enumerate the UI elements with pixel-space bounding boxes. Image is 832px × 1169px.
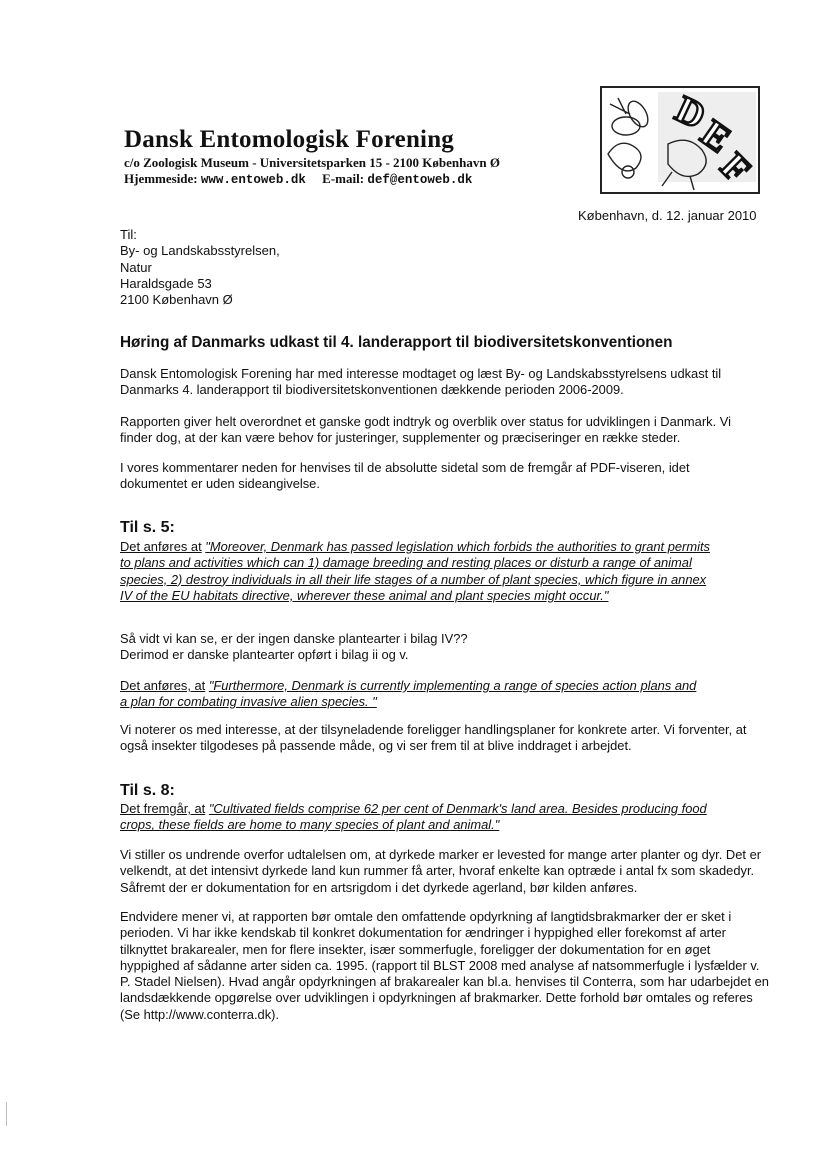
logo-letter-e: E — [693, 112, 739, 162]
comment-paragraph: Vi stiller os undrende overfor udtalelsen om, at dyrkede marker er levested for mange arter planter og dyr. Det er velkendt, at det intensivt dyrkede land kun rummer få arter, hvoraf enkelte kan optræde i antal fx som skadedyr. Såfremt der er dokumentation for en artsrigdom i det dyrkede agerland, bør kilden anføres. — [120, 847, 762, 895]
quote-text: "Furthermore, Denmark is currently implementing a range of species action plans and a plan for combating invasive alien species. " — [120, 678, 697, 710]
def-logo — [598, 84, 762, 196]
quote-paragraph — [120, 801, 745, 834]
recipient-line: By- og Landskabsstyrelsen, — [120, 243, 280, 259]
comment-paragraph: Endvidere mener vi, at rapporten bør omtale den omfattende opdyrkning af langtidsbrakmarker der er sket i perioden. Vi har ikke kendskab til konkret dokumentation for ændringer i hyppighed eller forekomst af arter tilknyttet brakarealer, men for flere insekter, især sommerfugle, foreligger der dokumentation for en øget hyppighed af sådanne arter siden ca. 1995. (rapport til BLST 2008 med analyse af natsommerfugle i lysfælder v. P. Stadel Nielsen). Hvad angår opdyrkningen af brakarealer kan bl.a. henvises til Conterra, som har udarbejdet en landsdækkende opgørelse over udviklingen i opdyrkningen af brakmarker. Dette forhold bør omtales og referes (Se http://www.conterra.dk). — [120, 909, 769, 1022]
recipient-address — [120, 227, 280, 308]
org-name: Dansk Entomologisk Forening — [124, 126, 455, 153]
homepage-label: Hjemmeside: — [124, 171, 198, 186]
letter-date: København, d. 12. januar 2010 — [578, 208, 757, 223]
quote-paragraph — [120, 678, 700, 711]
intro-paragraph: I vores kommentarer neden for henvises til de absolutte sidetal som de fremgår af PDF-viseren, idet dokumentet er uden sideangivelse. — [120, 460, 690, 492]
recipient-label: Til: — [120, 227, 137, 242]
letter-subject: Høring af Danmarks udkast til 4. landerapport til biodiversitetskonventionen — [120, 334, 673, 351]
org-address: c/o Zoologisk Museum - Universitetsparken 15 - 2100 København Ø — [124, 155, 500, 170]
homepage-link[interactable]: www.entoweb.dk — [200, 173, 306, 187]
quote-paragraph — [120, 539, 720, 604]
recipient-line: Haraldsgade 53 — [120, 275, 212, 291]
quote-lead: Det anføres, at — [120, 678, 206, 693]
section-heading-s8: Til s. 8: — [120, 782, 175, 799]
section-heading-s5: Til s. 5: — [120, 519, 175, 536]
comment-paragraph — [120, 631, 760, 664]
email-link[interactable]: def@entoweb.dk — [367, 173, 473, 187]
org-contact-line — [124, 171, 472, 187]
comment-line: Derimod er danske plantearter opført i bilag ii og v. — [120, 647, 409, 663]
quote-lead: Det anføres at — [120, 539, 202, 554]
logo-letter-d: D — [669, 88, 712, 138]
quote-text: "Cultivated fields comprise 62 per cent of Denmark's land area. Besides producing food crops, these fields are home to many species of plant and animal." — [120, 801, 707, 833]
comment-line: Så vidt vi kan se, er der ingen danske plantearter i bilag IV?? — [120, 631, 468, 646]
intro-paragraph: Dansk Entomologisk Forening har med interesse modtaget og læst By- og Landskabsstyrelsens udkast til Danmarks 4. landerapport til biodiversitetskonventionen dækkende perioden 2006-2009. — [120, 366, 722, 398]
recipient-line: Natur — [120, 259, 152, 275]
scan-artifact — [6, 1102, 7, 1126]
email-label: E-mail: — [322, 171, 365, 186]
recipient-line: 2100 København Ø — [120, 292, 233, 308]
comment-paragraph: Vi noterer os med interesse, at der tilsyneladende foreligger handlingsplaner for konkrete arter. Vi forventer, at også insekter tilgodeses på passende måde, og vi ser frem til at blive inddraget i arbejdet. — [120, 722, 747, 754]
logo-letter-f: F — [712, 145, 759, 192]
quote-text: "Moreover, Denmark has passed legislation which forbids the authorities to grant permits to plans and activities which can 1) damage breeding and resting places or disturb a range of animal species, 2) destroy individuals in all their life stages of a number of plant species, which figure in annex IV of the EU habitats directive, wherever these animal and plant species might occur." — [120, 539, 710, 603]
intro-paragraph: Rapporten giver helt overordnet et ganske godt indtryk og overblik over status for udviklingen i Danmark. Vi finder dog, at der kan være behov for justeringer, supplementer og præciseringer en række steder. — [120, 414, 731, 446]
quote-lead: Det fremgår, at — [120, 801, 206, 816]
